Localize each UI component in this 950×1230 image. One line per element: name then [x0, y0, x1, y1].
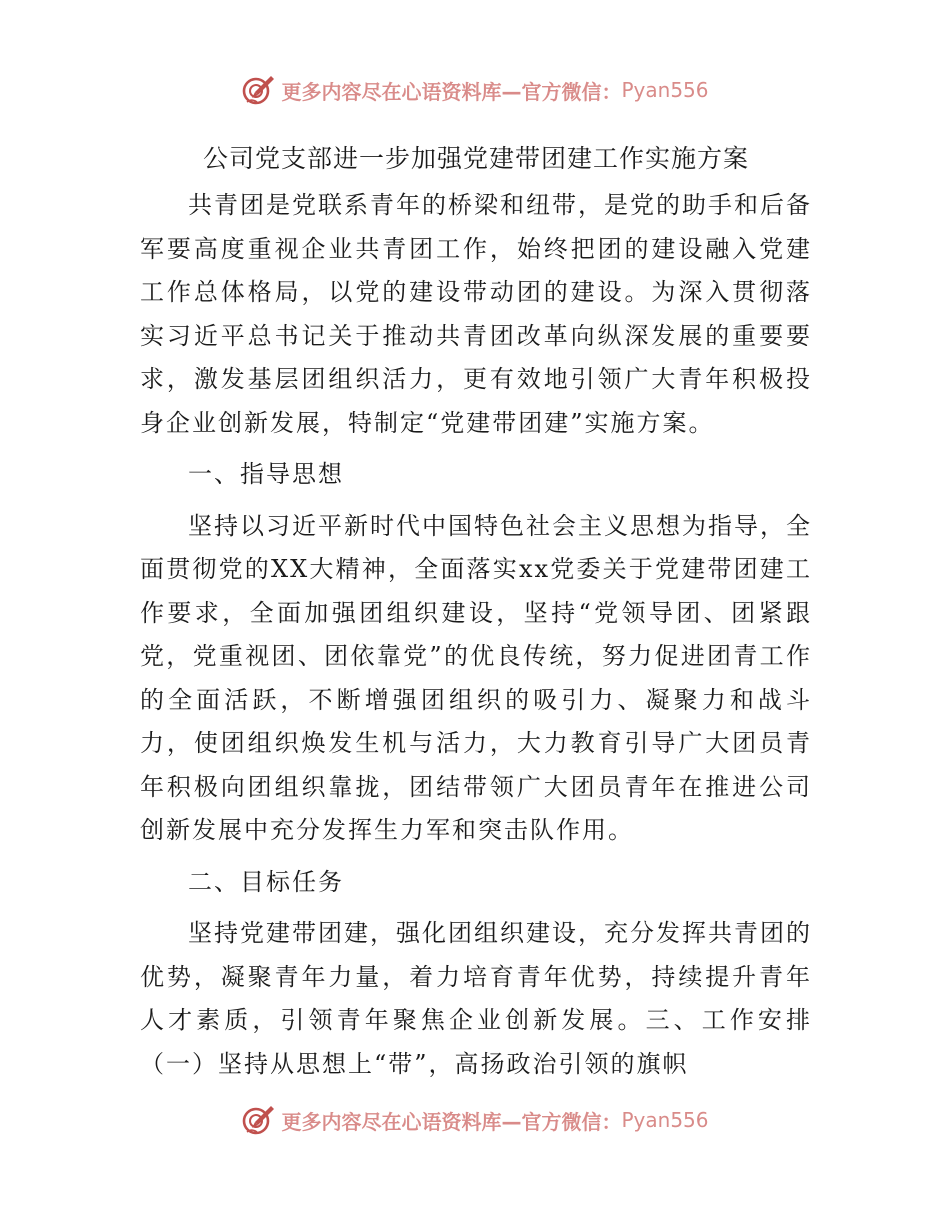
watermark-contact: Pyan556 — [621, 78, 709, 102]
pen-nib-logo-icon — [241, 1102, 277, 1138]
watermark-text: 更多内容尽在心语资料库—官方微信： — [281, 79, 622, 104]
section-paragraph-guiding-thought: 坚持以习近平新时代中国特色社会主义思想为指导，全面贯彻党的XX大精神，全面落实xx党委关于党建带团建工作要求，全面加强团组织建设，坚持“党领导团、团紧跟党，党重视团、团依靠党”的优良传统，努力促进团青工作的全面活跃，不断增强团组织的吸引力、凝聚力和战斗力，使团组织焕发生机与活力，大力教育引导广大团员青年积极向团组织靠拢，团结带领广大团员青年在推进公司创新发展中充分发挥生力军和突击队作用。 — [140, 511, 812, 844]
pen-nib-logo-icon — [241, 72, 277, 108]
section-heading-guiding-thought: 一、指导思想 — [188, 460, 344, 488]
section-paragraph-goals-tasks: 坚持党建带团建，强化团组织建设，充分发挥共青团的优势，凝聚青年力量，着力培育青年优势，持续提升青年人才素质，引领青年聚焦企业创新发展。三、工作安排（一）坚持从思想上“带”，高扬政治引领的旗帜 — [140, 919, 812, 1078]
document-body — [140, 138, 812, 1086]
watermark-text: 更多内容尽在心语资料库—官方微信： — [281, 1109, 622, 1134]
watermark-contact: Pyan556 — [621, 1108, 709, 1132]
document-title: 公司党支部进一步加强党建带团建工作实施方案 — [202, 144, 749, 173]
section-heading-goals-tasks: 二、目标任务 — [188, 867, 344, 896]
watermark-banner-bottom — [0, 1100, 950, 1140]
intro-paragraph: 共青团是党联系青年的桥梁和纽带，是党的助手和后备军要高度重视企业共青团工作，始终把团的建设融入党建工作总体格局，以党的建设带动团的建设。为深入贯彻落实习近平总书记关于推动共青团改革向纵深发展的重要要求，激发基层团组织活力，更有效地引领广大青年积极投身企业创新发展，特制定“党建带团建”实施方案。 — [140, 191, 812, 437]
watermark-banner-top — [0, 70, 950, 110]
